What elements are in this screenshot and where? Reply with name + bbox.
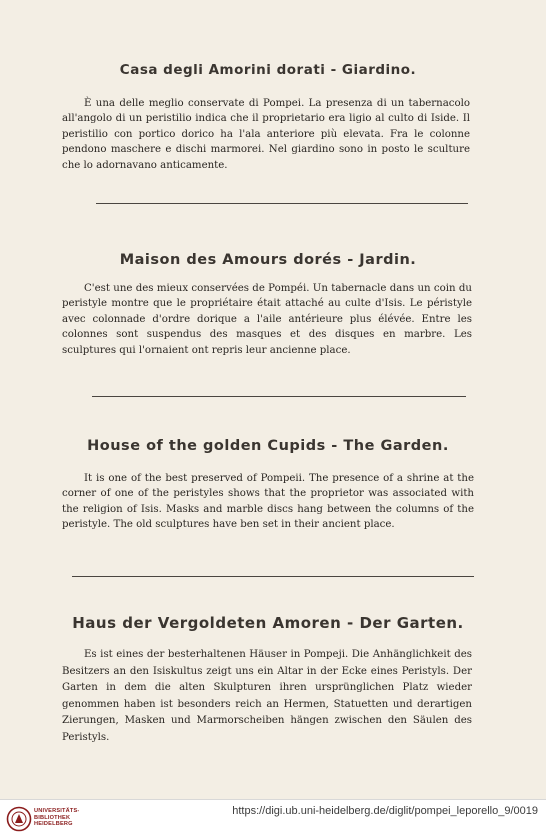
section-paragraph: C'est une des mieux conservées de Pompéi. Un tabernacle dans un coin du peristyle montre que le propriétaire était attaché au culte d'Isis. Le péristyle avec colonnade d'ordre dorique a l'aile antérieure plus élévée. Entre les colonnes sont suspendus des masques et des disques en marbre. Les sculptures qui l'ornaient ont repris leur ancienne place. bbox=[62, 283, 472, 356]
section-paragraph: È una delle meglio conservate di Pompei. La presenza di un tabernacolo all'angolo di un peristilio indica che il proprietario era ligio al culto di Iside. Il peristilio con portico dorico ha l'ala anteriore più elevata. Fra le colonne pendono maschere e dischi marmorei. Nel giardino sono in posto le sculture che lo adornavano anticamente. bbox=[62, 98, 470, 171]
library-seal-icon bbox=[6, 806, 32, 832]
library-logo-text: UNIVERSITÄTS- BIBLIOTHEK HEIDELBERG bbox=[34, 808, 80, 828]
section-italian bbox=[62, 62, 474, 173]
divider-rule bbox=[92, 396, 466, 397]
section-paragraph: It is one of the best preserved of Pompeii. The presence of a shrine at the corner of one of the peristyles shows that the proprietor was associated with the religion of Isis. Masks and marble discs hang between the columns of the peristyle. The old sculptures have ben set in their ancient place. bbox=[62, 473, 474, 531]
section-english bbox=[62, 438, 474, 533]
section-french bbox=[62, 252, 474, 358]
section-paragraph: Es ist eines der besterhaltenen Häuser in Pompeji. Die Anhänglichkeit des Besitzers an den Isiskultus zeigt uns ein Altar in der Ecke eines Peristyls. Der Garten in dem die alten Skulpturen ihren ursprünglichen Platz wieder genommen haben ist besonders reich an Hermen, Statuetten und derartigen Zierungen, Masken und Marmorscheiben hängen zwischen den Säulen des Peristyls. bbox=[62, 649, 472, 743]
section-title: House of the golden Cupids - The Garden. bbox=[87, 438, 449, 454]
section-title: Casa degli Amorini dorati - Giardino. bbox=[119, 62, 417, 78]
divider-rule bbox=[96, 203, 468, 204]
section-german bbox=[62, 614, 474, 746]
section-title: Haus der Vergoldeten Amoren - Der Garten. bbox=[72, 614, 464, 632]
source-url-link[interactable]: https://digi.ub.uni-heidelberg.de/diglit/pompei_leporello_9/0019 bbox=[232, 805, 538, 817]
divider-rule bbox=[72, 576, 474, 577]
section-title: Maison des Amours dorés - Jardin. bbox=[119, 252, 417, 268]
